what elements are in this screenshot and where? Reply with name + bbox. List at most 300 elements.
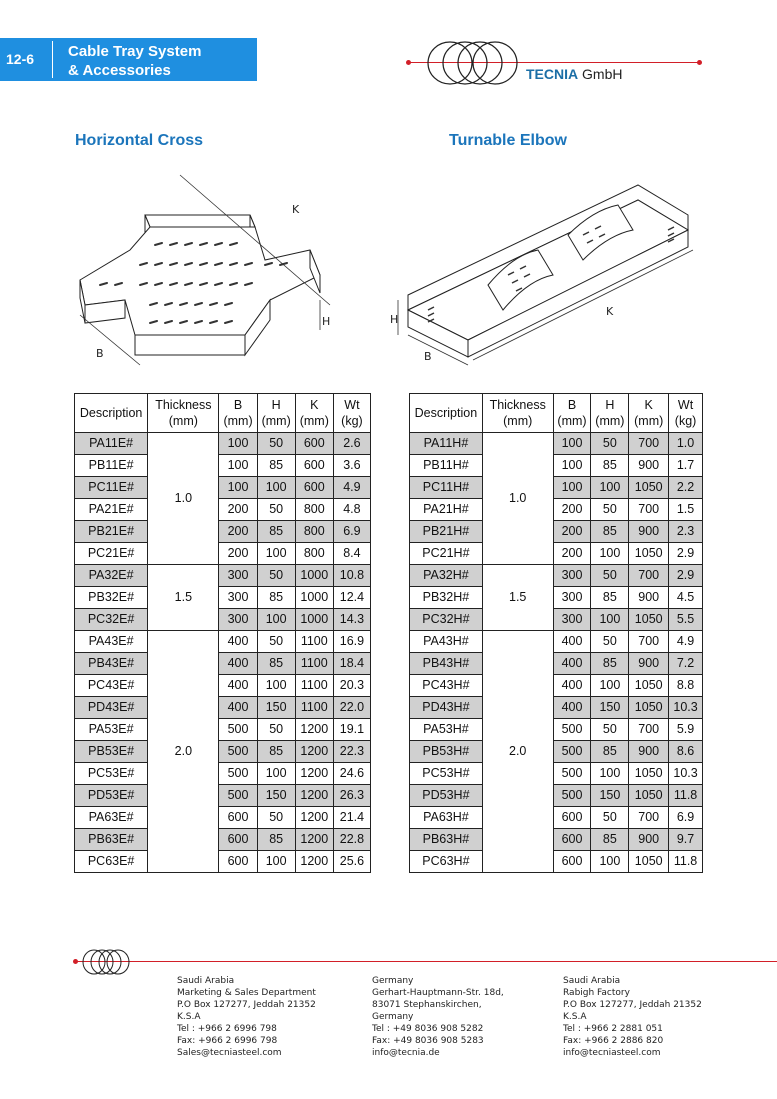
table-cell: 50 [257, 565, 295, 587]
table-row [75, 785, 371, 807]
table-cell: PA43E# [75, 631, 148, 653]
table-cell: 8.4 [333, 543, 370, 565]
table-row [410, 521, 703, 543]
turnable-elbow-table [409, 393, 703, 873]
table-row [75, 763, 371, 785]
table-cell: 50 [257, 631, 295, 653]
table-cell: PB43H# [410, 653, 483, 675]
table-cell: 85 [257, 653, 295, 675]
table-cell: 500 [553, 763, 591, 785]
table-cell: 85 [257, 521, 295, 543]
table-cell: 400 [553, 631, 591, 653]
table-row [410, 653, 703, 675]
table-cell: 500 [219, 763, 257, 785]
column-header [148, 394, 219, 433]
address-line: Fax: +966 2 6996 798 [177, 1036, 278, 1046]
header-title-line2: & Accessories [68, 62, 171, 79]
column-header-label: Wt [677, 398, 694, 412]
table-cell: 100 [257, 609, 295, 631]
header-title-line1: Cable Tray System [68, 43, 202, 60]
footer-rings-icon [80, 948, 136, 976]
page-number: 12-6 [6, 51, 35, 67]
header-title [68, 42, 201, 80]
table-row [75, 653, 371, 675]
table-cell: 85 [257, 741, 295, 763]
column-header [482, 394, 553, 433]
table-cell: 100 [553, 433, 591, 455]
address-line: K.S.A [563, 1012, 587, 1022]
table-cell: 900 [629, 829, 669, 851]
table-cell: PC32H# [410, 609, 483, 631]
thickness-cell: 2.0 [482, 631, 553, 873]
table-cell: PC21E# [75, 543, 148, 565]
table-cell: 1050 [629, 609, 669, 631]
column-header-unit: (mm) [595, 414, 625, 428]
table-cell: 1.5 [669, 499, 703, 521]
table-cell: PB53E# [75, 741, 148, 763]
elbow-dim-b: B [424, 350, 432, 363]
table-cell: PC63E# [75, 851, 148, 873]
table-cell: 22.3 [333, 741, 370, 763]
table-row [410, 433, 703, 455]
table-cell: 10.8 [333, 565, 370, 587]
thickness-cell: 1.5 [482, 565, 553, 631]
table-cell: 50 [257, 433, 295, 455]
table-cell: 22.8 [333, 829, 370, 851]
table-row [75, 851, 371, 873]
table-row [410, 455, 703, 477]
table-cell: 7.2 [669, 653, 703, 675]
column-header-unit: (mm) [557, 414, 587, 428]
table-cell: 100 [219, 433, 257, 455]
table-cell: PA32E# [75, 565, 148, 587]
address-line: Tel : +966 2 6996 798 [177, 1024, 277, 1034]
table-cell: 2.9 [669, 565, 703, 587]
table-cell: 1200 [295, 785, 333, 807]
table-cell: 18.4 [333, 653, 370, 675]
table-cell: 600 [295, 433, 333, 455]
table-cell: 1100 [295, 631, 333, 653]
table-cell: 4.8 [333, 499, 370, 521]
table-cell: 700 [629, 565, 669, 587]
table-cell: 50 [591, 719, 629, 741]
cross-dim-b: B [96, 347, 104, 360]
table-cell: 600 [553, 829, 591, 851]
table-cell: PB63E# [75, 829, 148, 851]
address-saudi-marketing [177, 975, 316, 1059]
column-header [75, 394, 148, 433]
table-cell: 6.9 [669, 807, 703, 829]
thickness-cell: 1.0 [482, 433, 553, 565]
footer-dot [73, 959, 78, 964]
table-cell: 85 [257, 455, 295, 477]
table-cell: 1200 [295, 829, 333, 851]
address-line: Saudi Arabia [177, 976, 235, 986]
logo-rings-icon [420, 38, 530, 88]
table-cell: 100 [591, 675, 629, 697]
table-cell: 100 [591, 763, 629, 785]
column-header-unit: (mm) [503, 414, 533, 428]
column-header [591, 394, 629, 433]
table-cell: 600 [553, 807, 591, 829]
table-row [410, 719, 703, 741]
column-header-label: Description [414, 406, 478, 420]
turnable-elbow-drawing [388, 175, 698, 370]
column-header [410, 394, 483, 433]
table-row [410, 609, 703, 631]
address-line: Rabigh Factory [563, 988, 630, 998]
table-cell: 100 [257, 543, 295, 565]
address-line: 83071 Stephanskirchen, [372, 1000, 482, 1010]
table-cell: 300 [219, 609, 257, 631]
table-cell: 85 [591, 521, 629, 543]
table-cell: PA21E# [75, 499, 148, 521]
table-cell: PA11H# [410, 433, 483, 455]
table-cell: PA21H# [410, 499, 483, 521]
table-cell: 1050 [629, 785, 669, 807]
table-cell: 50 [257, 499, 295, 521]
table-cell: 2.6 [333, 433, 370, 455]
table-cell: 1200 [295, 851, 333, 873]
table-cell: PC21H# [410, 543, 483, 565]
table-cell: PA53E# [75, 719, 148, 741]
table-cell: 4.5 [669, 587, 703, 609]
table-cell: 25.6 [333, 851, 370, 873]
table-cell: 800 [295, 521, 333, 543]
logo-dot-right [697, 60, 702, 65]
column-header-unit: (mm) [261, 414, 291, 428]
table-cell: 19.1 [333, 719, 370, 741]
address-germany [372, 975, 504, 1059]
table-cell: 400 [219, 675, 257, 697]
table-cell: 100 [219, 477, 257, 499]
address-line: Sales@tecniasteel.com [177, 1048, 282, 1058]
address-line: P.O Box 127277, Jeddah 21352 [177, 1000, 316, 1010]
column-header [629, 394, 669, 433]
table-row [410, 477, 703, 499]
table-row [75, 477, 371, 499]
table-cell: 1050 [629, 697, 669, 719]
table-cell: 1050 [629, 851, 669, 873]
table-cell: 8.8 [669, 675, 703, 697]
column-header [295, 394, 333, 433]
table-row [410, 499, 703, 521]
table-cell: 500 [553, 741, 591, 763]
table-row [75, 609, 371, 631]
table-cell: 1050 [629, 675, 669, 697]
table-row [75, 433, 371, 455]
column-header-label: B [567, 398, 577, 412]
table-row [410, 675, 703, 697]
table-cell: PB21H# [410, 521, 483, 543]
table-cell: 900 [629, 455, 669, 477]
thickness-cell: 1.5 [148, 565, 219, 631]
table-cell: 1200 [295, 763, 333, 785]
column-header [333, 394, 370, 433]
table-cell: 2.2 [669, 477, 703, 499]
table-row [410, 587, 703, 609]
table-cell: 150 [591, 785, 629, 807]
table-cell: 600 [553, 851, 591, 873]
table-cell: 5.9 [669, 719, 703, 741]
table-cell: 3.6 [333, 455, 370, 477]
table-cell: 9.7 [669, 829, 703, 851]
address-line: Germany [372, 1012, 414, 1022]
table-cell: PA32H# [410, 565, 483, 587]
table-cell: 150 [257, 697, 295, 719]
table-cell: 21.4 [333, 807, 370, 829]
table-cell: 500 [553, 719, 591, 741]
table-cell: 50 [257, 807, 295, 829]
column-header-label: B [233, 398, 243, 412]
address-line: Gerhart-Hauptmann-Str. 18d, [372, 988, 504, 998]
table-cell: 1200 [295, 807, 333, 829]
table-cell: 600 [219, 807, 257, 829]
table-cell: 85 [591, 455, 629, 477]
table-cell: 400 [219, 653, 257, 675]
table-cell: 200 [553, 499, 591, 521]
column-header-label: Description [79, 406, 143, 420]
elbow-dim-k: K [606, 305, 614, 318]
table-cell: 1200 [295, 741, 333, 763]
table-cell: 50 [591, 807, 629, 829]
table-cell: 500 [553, 785, 591, 807]
table-cell: 900 [629, 587, 669, 609]
horizontal-cross-table [74, 393, 371, 873]
table-cell: 400 [219, 631, 257, 653]
table-cell: 700 [629, 433, 669, 455]
table-cell: PC32E# [75, 609, 148, 631]
company-name [526, 66, 622, 82]
table-cell: PB53H# [410, 741, 483, 763]
table-header-row [75, 394, 371, 433]
table-cell: PC43H# [410, 675, 483, 697]
table-cell: PD53H# [410, 785, 483, 807]
table-cell: 600 [295, 477, 333, 499]
table-cell: 100 [591, 543, 629, 565]
table-cell: PB63H# [410, 829, 483, 851]
column-header-label: Thickness [155, 398, 212, 412]
table-row [75, 521, 371, 543]
table-cell: 1050 [629, 763, 669, 785]
address-line: Germany [372, 976, 414, 986]
table-cell: 50 [257, 719, 295, 741]
table-cell: 1.0 [669, 433, 703, 455]
table-cell: 800 [295, 499, 333, 521]
column-header-label: H [605, 398, 615, 412]
table-cell: 1050 [629, 477, 669, 499]
address-line: Fax: +49 8036 908 5283 [372, 1036, 484, 1046]
table-cell: 100 [257, 477, 295, 499]
cross-dim-h: H [322, 315, 331, 328]
address-line: K.S.A [177, 1012, 201, 1022]
header-divider [52, 41, 53, 78]
table-cell: PB32H# [410, 587, 483, 609]
table-cell: 22.0 [333, 697, 370, 719]
elbow-dim-h: H [390, 313, 399, 326]
table-cell: 24.6 [333, 763, 370, 785]
address-line: Fax: +966 2 2886 820 [563, 1036, 664, 1046]
table-cell: PC53H# [410, 763, 483, 785]
column-header-label: Wt [344, 398, 360, 412]
table-row [75, 697, 371, 719]
table-cell: 700 [629, 631, 669, 653]
table-cell: 300 [219, 565, 257, 587]
table-cell: 11.8 [669, 785, 703, 807]
table-cell: PA11E# [75, 433, 148, 455]
table-cell: 1100 [295, 697, 333, 719]
address-line: Saudi Arabia [563, 976, 621, 986]
column-header [669, 394, 703, 433]
table-row [75, 741, 371, 763]
address-line: Tel : +966 2 2881 051 [563, 1024, 663, 1034]
column-header-unit: (mm) [299, 414, 329, 428]
table-cell: 20.3 [333, 675, 370, 697]
table-row [410, 697, 703, 719]
table-cell: 50 [591, 631, 629, 653]
table-row [75, 587, 371, 609]
table-cell: 400 [553, 653, 591, 675]
table-cell: PB11E# [75, 455, 148, 477]
table-row [75, 807, 371, 829]
table-cell: 300 [553, 609, 591, 631]
table-cell: 16.9 [333, 631, 370, 653]
table-cell: PC53E# [75, 763, 148, 785]
address-line: P.O Box 127277, Jeddah 21352 [563, 1000, 702, 1010]
table-row [75, 499, 371, 521]
table-cell: PB43E# [75, 653, 148, 675]
table-cell: 200 [219, 499, 257, 521]
table-cell: 100 [257, 851, 295, 873]
table-row [75, 565, 371, 587]
table-row [410, 785, 703, 807]
table-cell: 85 [591, 741, 629, 763]
table-row [75, 829, 371, 851]
column-header-label: Thickness [489, 398, 546, 412]
table-cell: 500 [219, 741, 257, 763]
table-cell: 10.3 [669, 763, 703, 785]
thickness-cell: 2.0 [148, 631, 219, 873]
table-cell: 200 [219, 543, 257, 565]
address-line: Tel : +49 8036 908 5282 [372, 1024, 484, 1034]
table-cell: 26.3 [333, 785, 370, 807]
table-cell: 150 [257, 785, 295, 807]
table-row [410, 807, 703, 829]
table-cell: 2.3 [669, 521, 703, 543]
table-cell: 200 [219, 521, 257, 543]
table-cell: 500 [219, 719, 257, 741]
table-row [410, 851, 703, 873]
table-cell: PB21E# [75, 521, 148, 543]
table-cell: 14.3 [333, 609, 370, 631]
table-cell: 1200 [295, 719, 333, 741]
table-cell: 85 [257, 587, 295, 609]
address-line: info@tecniasteel.com [563, 1048, 661, 1058]
table-cell: 85 [591, 653, 629, 675]
table-row [75, 543, 371, 565]
table-cell: 100 [553, 455, 591, 477]
table-cell: 100 [257, 675, 295, 697]
table-row [75, 719, 371, 741]
table-cell: 700 [629, 499, 669, 521]
table-cell: 300 [219, 587, 257, 609]
table-cell: 900 [629, 521, 669, 543]
column-header-label: K [310, 398, 319, 412]
table-cell: 700 [629, 719, 669, 741]
table-cell: 700 [629, 807, 669, 829]
table-cell: 100 [591, 609, 629, 631]
table-cell: PA53H# [410, 719, 483, 741]
table-cell: 8.6 [669, 741, 703, 763]
column-header [219, 394, 257, 433]
table-cell: 11.8 [669, 851, 703, 873]
table-cell: PC11E# [75, 477, 148, 499]
table-row [75, 631, 371, 653]
table-cell: 600 [295, 455, 333, 477]
table-cell: 50 [591, 499, 629, 521]
table-cell: 200 [553, 543, 591, 565]
table-cell: 200 [553, 521, 591, 543]
table-row [75, 675, 371, 697]
company-suffix: GmbH [578, 66, 623, 82]
table-cell: PD53E# [75, 785, 148, 807]
table-cell: PB11H# [410, 455, 483, 477]
company-brand: TECNIA [526, 66, 579, 82]
table-row [410, 829, 703, 851]
horizontal-cross-drawing [70, 165, 360, 370]
table-header-row [410, 394, 703, 433]
table-cell: PB32E# [75, 587, 148, 609]
table-cell: 400 [219, 697, 257, 719]
table-row [410, 543, 703, 565]
table-row [410, 565, 703, 587]
table-row [75, 455, 371, 477]
table-cell: 1100 [295, 675, 333, 697]
column-header [553, 394, 591, 433]
address-line: info@tecnia.de [372, 1048, 440, 1058]
table-cell: 1000 [295, 565, 333, 587]
table-cell: 1000 [295, 609, 333, 631]
column-header [257, 394, 295, 433]
table-cell: 1100 [295, 653, 333, 675]
table-cell: 85 [591, 829, 629, 851]
table-cell: 300 [553, 565, 591, 587]
table-cell: 150 [591, 697, 629, 719]
table-cell: 12.4 [333, 587, 370, 609]
column-header-label: H [271, 398, 281, 412]
table-cell: 50 [591, 565, 629, 587]
table-cell: PA63E# [75, 807, 148, 829]
table-cell: PD43H# [410, 697, 483, 719]
header-tab [0, 38, 257, 81]
column-header-unit: (kg) [674, 414, 697, 428]
table-cell: 4.9 [333, 477, 370, 499]
cross-dim-k: K [292, 203, 300, 216]
table-cell: PD43E# [75, 697, 148, 719]
table-cell: 400 [553, 675, 591, 697]
table-cell: 10.3 [669, 697, 703, 719]
table-cell: 100 [257, 763, 295, 785]
table-cell: 1.7 [669, 455, 703, 477]
table-cell: 500 [219, 785, 257, 807]
table-row [410, 631, 703, 653]
column-header-unit: (mm) [223, 414, 253, 428]
horizontal-cross-title: Horizontal Cross [75, 132, 204, 149]
table-cell: 2.9 [669, 543, 703, 565]
table-cell: 1050 [629, 543, 669, 565]
column-header-unit: (mm) [634, 414, 664, 428]
address-saudi-factory [563, 975, 702, 1059]
